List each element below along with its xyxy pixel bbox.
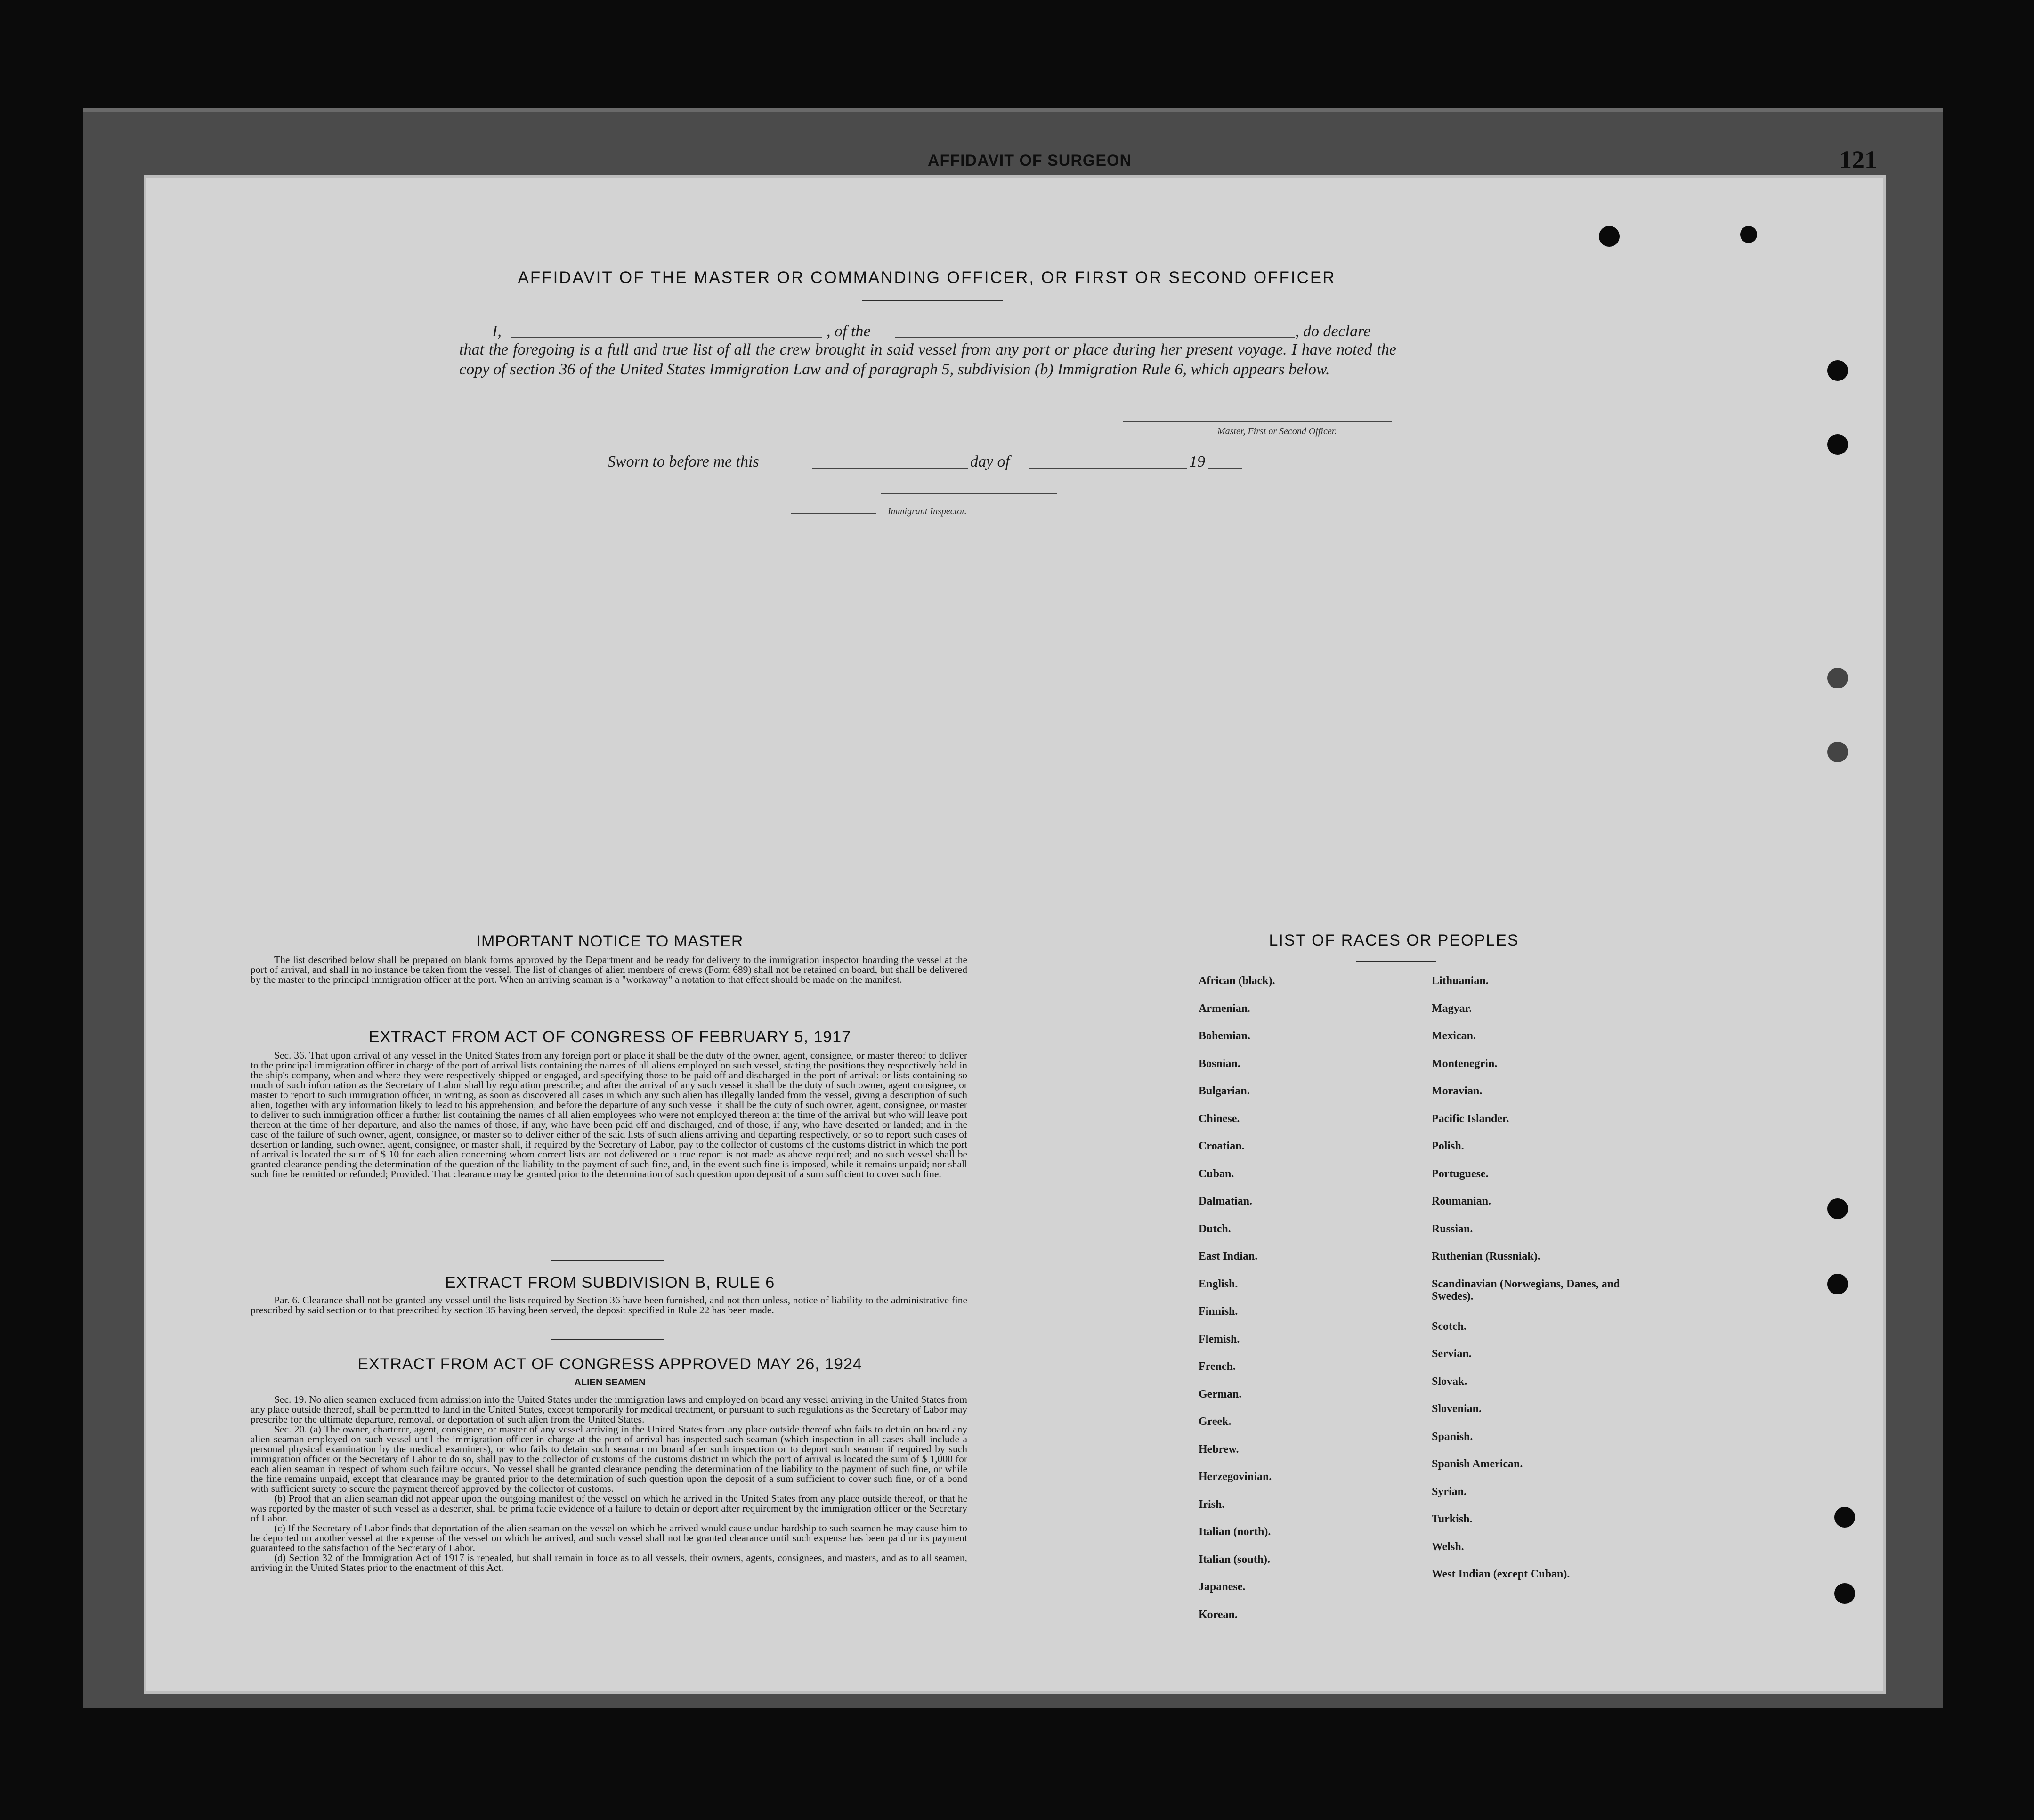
sworn-day-blank [812, 468, 968, 469]
race-item: Bohemian. [1199, 1030, 1251, 1042]
extract-rule6-body [251, 1295, 967, 1315]
inspector-label: Immigrant Inspector. [888, 506, 967, 517]
extract-1924-title: EXTRACT FROM ACT OF CONGRESS APPROVED MAY 26, 1924 [357, 1355, 862, 1373]
race-item: Slovak. [1432, 1375, 1467, 1388]
inspector-dash [791, 513, 876, 514]
extract-1917-paragraph: Sec. 36. That upon arrival of any vessel in the United States from any foreign port or place it shall be the duty of the owner, agent, consignee, or master thereof to deliver to the principal immigration officer in charge of the port of arrival lists containing the names of all aliens employed on such vessel, stating the positions they respectively hold in the ship's company, when and where they were respectively shipped or engaged, and specifying those to be paid off and discharged in the port of arrival: or lists containing so much of such information as the Secretary of Labor shall by regulation prescribe; and after the arrival of any such vessel it shall be the duty of such owner, agent consignee, or master to report to such immigration officer, in writing, as soon as discovered all cases in which any such alien has illegally landed from the vessel, giving a description of such alien, together with any information likely to lead to his apprehension; and before the departure of any such vessel it shall be the duty of such owner, agent, consignee, or master to deliver to such immigration officer a further list containing the names of all alien employees who were not employed thereon at the time of the arrival but who will leave port thereon at the time of her departure, and also the names of those, if any, who have been paid off and discharged, and of those, if any, who have deserted or landed; and in the case of the failure of such owner, agent, consignee, or master so to deliver either of the said lists of such aliens arriving and departing respectively, or so to report such cases of desertion or landing, such owner, agent, consignee, or master shall, if required by the Secretary of Labor, pay to the collector of customs of the customs district in which the port of arrival is located the sum of $ 10 for each alien concerning whom correct lists are not delivered or a true report is not made as above required; and no such vessel shall be granted clearance pending the determination of the question of the liability to the payment of such fine, and, in the event such fine is imposed, while it remains unpaid; nor shall such fine be remitted or refunded; Provided. That clearance may be granted prior to the determination of such question upon deposit of a sum sufficient to cover such fine. [251, 1050, 967, 1180]
extract-1924-paragraph: (b) Proof that an alien seaman did not appear upon the outgoing manifest of the vessel on which he arrived in the United States from any place outside thereof, or that he was reported by the master of such vessel as a deserter, shall be prima facie evidence of a failure to detain or deport after requirement by the immigration officer or the Secretary of Labor. [251, 1493, 967, 1524]
race-item: Portuguese. [1432, 1167, 1489, 1180]
declaration-declare: , do declare [1295, 323, 1371, 340]
race-item: Scotch. [1432, 1320, 1467, 1333]
punch-hole [1827, 1274, 1848, 1294]
signature-label: Master, First or Second Officer. [1217, 426, 1337, 437]
race-item: Mexican. [1432, 1030, 1476, 1042]
race-item: Cuban. [1199, 1167, 1234, 1180]
extract-1924-paragraph: Sec. 20. (a) The owner, charterer, agent, consignee, or master of any vessel arriving in the United States from any place outside thereof who fails to detain on board any alien seaman employed on such vessel until the immigration officer in charge at the port of arrival has inspected such seaman (which inspection in all cases shall include a personal physical examination by the medical examiners), or who fails to detain such seaman on board after such inspection or to deport such seaman if required by such immigration officer or the Secretary of Labor to do so, shall pay to the collector of customs of the customs district in which the port of arrival is located the sum of $ 1,000 for each alien seaman in respect of whom such failure occurs. No vessel shall be granted clearance pending the determination of the liability to the payment of such fine, or while the fine remains unpaid, except that clearance may be granted prior to the determination of such question upon the deposit of a sum sufficient to cover such fine, or of a bond with sufficient surety to secure the payment thereof approved by the collector of customs. [251, 1424, 967, 1494]
race-item: East Indian. [1199, 1250, 1258, 1262]
race-item: Ruthenian (Russniak). [1432, 1250, 1540, 1262]
notice-paragraph: The list described below shall be prepared on blank forms approved by the Department and be ready for delivery to the immigration inspector boarding the vessel at the port of arrival, and shall in no instance be taken from the vessel. The list of changes of alien members of crews (Form 689) shall not be retained on board, but shall be delivered by the master to the principal immigration officer at the port. When an arriving seaman is a "workaway" a notation to that effect should be made on the manifest. [251, 954, 967, 985]
punch-hole [1599, 226, 1620, 247]
race-item: Greek. [1199, 1416, 1232, 1428]
punch-hole [1834, 1507, 1855, 1528]
races-title-rule [1356, 961, 1436, 962]
declaration-i: I, [492, 323, 502, 340]
races-left-column [1199, 975, 1275, 1636]
race-item: English. [1199, 1278, 1238, 1290]
extract-rule6-title: EXTRACT FROM SUBDIVISION B, RULE 6 [445, 1274, 775, 1292]
punch-hole [1827, 434, 1848, 455]
notice-title: IMPORTANT NOTICE TO MASTER [476, 932, 744, 950]
race-item: Chinese. [1199, 1112, 1240, 1125]
race-item: German. [1199, 1388, 1242, 1400]
race-item: Japanese. [1199, 1581, 1246, 1593]
punch-hole [1827, 742, 1848, 762]
race-item: African (black). [1199, 975, 1275, 987]
race-item: Herzegovinian. [1199, 1471, 1272, 1483]
race-item: Magyar. [1432, 1002, 1472, 1015]
punch-hole [1827, 668, 1848, 688]
race-item: French. [1199, 1360, 1236, 1373]
race-item: West Indian (except Cuban). [1432, 1568, 1570, 1580]
race-item: Irish. [1199, 1498, 1225, 1511]
name-blank [511, 337, 822, 338]
signature-line [1123, 421, 1392, 422]
race-item: Bosnian. [1199, 1057, 1240, 1070]
race-item: Korean. [1199, 1608, 1238, 1621]
extract-1917-title: EXTRACT FROM ACT OF CONGRESS OF FEBRUARY 5, 1917 [368, 1028, 851, 1046]
race-item: Dutch. [1199, 1222, 1231, 1235]
punch-hole [1740, 226, 1757, 243]
race-item: Spanish. [1432, 1430, 1473, 1443]
punch-hole [1827, 360, 1848, 381]
races-title: LIST OF RACES OR PEOPLES [1269, 931, 1519, 949]
race-item: Servian. [1432, 1348, 1472, 1360]
vessel-blank [895, 337, 1295, 338]
notice-body [251, 955, 967, 985]
sworn-day-of: day of [970, 453, 1010, 470]
race-item: Syrian. [1432, 1485, 1467, 1498]
race-item: Moravian. [1432, 1085, 1483, 1097]
race-item: Hebrew. [1199, 1443, 1239, 1456]
extract-1924-subtitle: ALIEN SEAMEN [574, 1377, 646, 1388]
race-item: Pacific Islander. [1432, 1112, 1509, 1125]
extract-1924-paragraph: (c) If the Secretary of Labor finds that deportation of the alien seaman on the vessel on which he arrived would cause undue hardship to such seamen he may cause him to be deported on another vessel at the expense of the vessel on which he arrived, and such vessel shall not be granted clearance until such expense has been paid or its payment guaranteed to the satisfaction of the Secretary of Labor. [251, 1522, 967, 1553]
sworn-month-blank [1029, 468, 1187, 469]
race-item: Polish. [1432, 1140, 1464, 1152]
title-rule [862, 300, 1003, 301]
race-item: Armenian. [1199, 1002, 1250, 1015]
race-item: Roumanian. [1432, 1195, 1491, 1207]
extract-1924-body [251, 1395, 967, 1573]
race-item: Dalmatian. [1199, 1195, 1252, 1207]
extract-rule6-paragraph: Par. 6. Clearance shall not be granted any vessel until the lists required by Section 36 have been furnished, and not then unless, notice of liability to the administrative fine prescribed by said section or to that prescribed by section 35 having been served, the deposit specified in Rule 22 has been made. [251, 1294, 967, 1316]
extract-1917-body [251, 1051, 967, 1179]
races-right-column [1432, 975, 1629, 1610]
race-item: Bulgarian. [1199, 1085, 1250, 1097]
extract-1924-paragraph: Sec. 19. No alien seamen excluded from admission into the United States under the immigration laws and employed on board any vessel arriving in the United States from any place outside thereof, shall be permitted to land in the United States, except temporarily for medical treatment, or pursuant to such regulations as the Secretary of Labor may prescribe for the ultimate departure, removal, or deportation of such alien from the United States. [251, 1394, 967, 1425]
inspector-line [881, 493, 1057, 494]
underlying-page-title: AFFIDAVIT OF SURGEON [928, 152, 1132, 170]
race-item: Montenegrin. [1432, 1057, 1498, 1070]
declaration-body: that the foregoing is a full and true list of all the crew brought in said vessel from any port or place during her present voyage. I have noted the copy of section 36 of the United States Immigration Law and of paragraph 5, subdivision (b) Immigration Rule 6, which appears below. [459, 341, 1396, 378]
race-item: Lithuanian. [1432, 975, 1489, 987]
punch-hole [1834, 1583, 1855, 1604]
race-item: Turkish. [1432, 1513, 1473, 1525]
divider-rule [551, 1339, 664, 1340]
race-item: Scandinavian (Norwegians, Danes, and Swedes). [1432, 1278, 1620, 1302]
declaration-of-the: , of the [827, 323, 871, 340]
race-item: Italian (south). [1199, 1553, 1271, 1566]
divider-rule [551, 1260, 664, 1261]
race-item: Croatian. [1199, 1140, 1245, 1152]
sworn-prefix: Sworn to before me this [608, 453, 759, 470]
race-item: Finnish. [1199, 1305, 1238, 1318]
page-number: 121 [1839, 146, 1877, 174]
race-item: Italian (north). [1199, 1526, 1271, 1538]
extract-1924-paragraph: (d) Section 32 of the Immigration Act of 1917 is repealed, but shall remain in force as to all vessels, their owners, agents, consignees, and masters, and as to all seamen, arriving in the United States prior to the enactment of this Act. [251, 1552, 967, 1573]
punch-hole [1827, 1198, 1848, 1219]
race-item: Flemish. [1199, 1333, 1240, 1345]
sworn-year: 19 [1189, 453, 1205, 470]
sworn-year-blank [1208, 468, 1242, 469]
race-item: Spanish American. [1432, 1458, 1523, 1470]
race-item: Welsh. [1432, 1540, 1464, 1553]
race-item: Slovenian. [1432, 1403, 1482, 1415]
affidavit-title: AFFIDAVIT OF THE MASTER OR COMMANDING OFFICER, OR FIRST OR SECOND OFFICER [518, 268, 1336, 287]
race-item: Russian. [1432, 1222, 1473, 1235]
